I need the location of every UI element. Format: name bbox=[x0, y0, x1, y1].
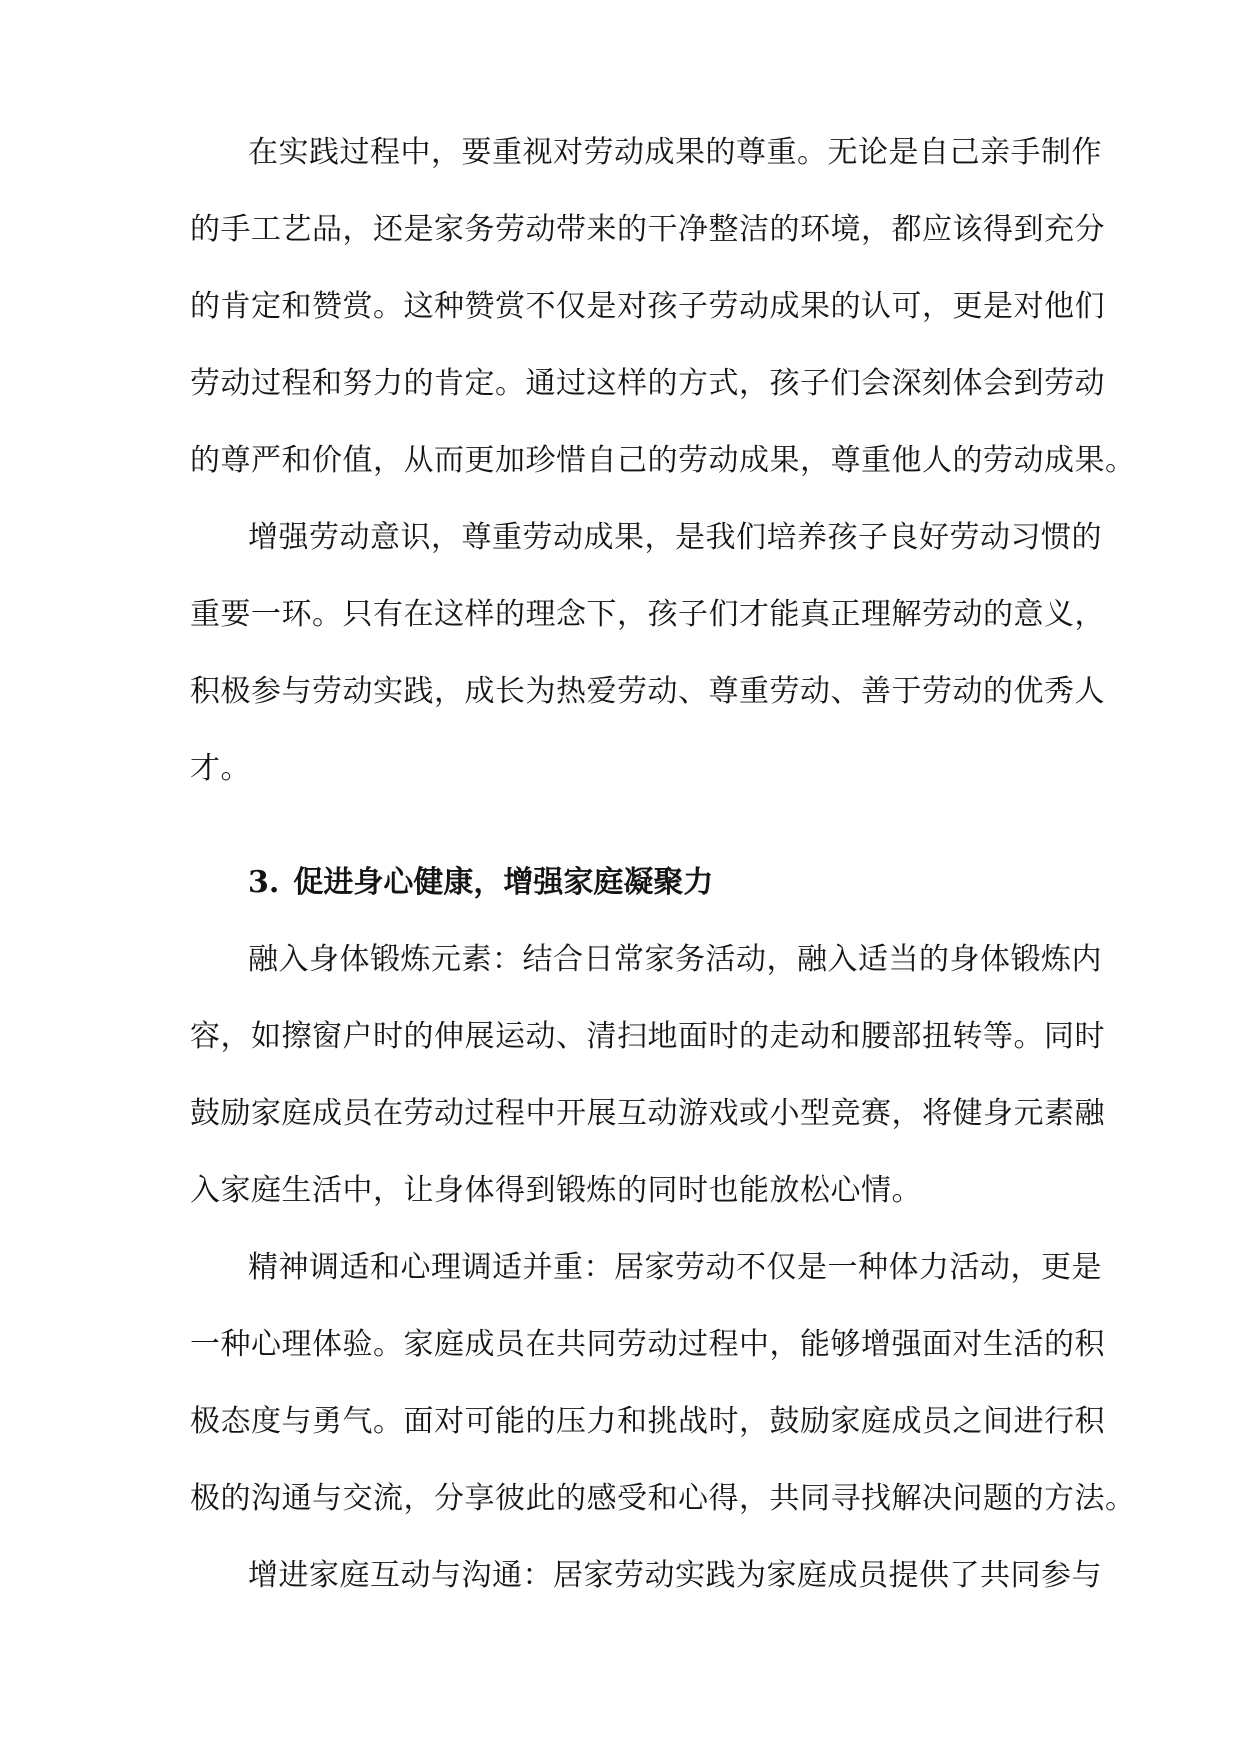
paragraph-line: 重要一环。只有在这样的理念下，孩子们才能真正理解劳动的意义， bbox=[190, 597, 1105, 632]
paragraph-line: 的尊严和价值，从而更加珍惜自己的劳动成果，尊重他人的劳动成果。 bbox=[190, 443, 1136, 478]
paragraph-line: 增强劳动意识，尊重劳动成果，是我们培养孩子良好劳动习惯的 bbox=[248, 520, 1102, 555]
section-number: 3. bbox=[248, 865, 280, 900]
paragraph-line: 鼓励家庭成员在劳动过程中开展互动游戏或小型竞赛，将健身元素融 bbox=[190, 1096, 1105, 1131]
section-heading bbox=[248, 844, 713, 921]
paragraph-line: 精神调适和心理调适并重：居家劳动不仅是一种体力活动，更是 bbox=[248, 1250, 1102, 1285]
paragraph-line: 的肯定和赞赏。这种赞赏不仅是对孩子劳动成果的认可，更是对他们 bbox=[190, 289, 1105, 324]
paragraph-line: 才。 bbox=[190, 751, 251, 786]
paragraph-line: 在实践过程中，要重视对劳动成果的尊重。无论是自己亲手制作 bbox=[248, 135, 1102, 170]
paragraph-line: 融入身体锻炼元素：结合日常家务活动，融入适当的身体锻炼内 bbox=[248, 942, 1102, 977]
paragraph-line: 增进家庭互动与沟通：居家劳动实践为家庭成员提供了共同参与 bbox=[248, 1558, 1102, 1593]
paragraph-line: 入家庭生活中，让身体得到锻炼的同时也能放松心情。 bbox=[190, 1173, 922, 1208]
paragraph-line: 劳动过程和努力的肯定。通过这样的方式，孩子们会深刻体会到劳动 bbox=[190, 366, 1105, 401]
paragraph-family-interaction bbox=[190, 1537, 1102, 1614]
paragraph-line: 积极参与劳动实践，成长为热爱劳动、尊重劳动、善于劳动的优秀人 bbox=[190, 674, 1105, 709]
paragraph-line: 一种心理体验。家庭成员在共同劳动过程中，能够增强面对生活的积 bbox=[190, 1327, 1105, 1362]
paragraph-line: 极的沟通与交流，分享彼此的感受和心得，共同寻找解决问题的方法。 bbox=[190, 1481, 1136, 1516]
paragraph-labor-awareness bbox=[190, 499, 1105, 807]
paragraph-physical-exercise bbox=[190, 921, 1105, 1229]
paragraph-line: 极态度与勇气。面对可能的压力和挑战时，鼓励家庭成员之间进行积 bbox=[190, 1404, 1105, 1439]
paragraph-line: 容，如擦窗户时的伸展运动、清扫地面时的走动和腰部扭转等。同时 bbox=[190, 1019, 1105, 1054]
paragraph-line: 的手工艺品，还是家务劳动带来的干净整洁的环境，都应该得到充分 bbox=[190, 212, 1105, 247]
paragraph-mental-adjustment bbox=[190, 1229, 1136, 1537]
paragraph-respect-labor-results bbox=[190, 114, 1136, 499]
section-title: 促进身心健康，增强家庭凝聚力 bbox=[293, 865, 714, 900]
